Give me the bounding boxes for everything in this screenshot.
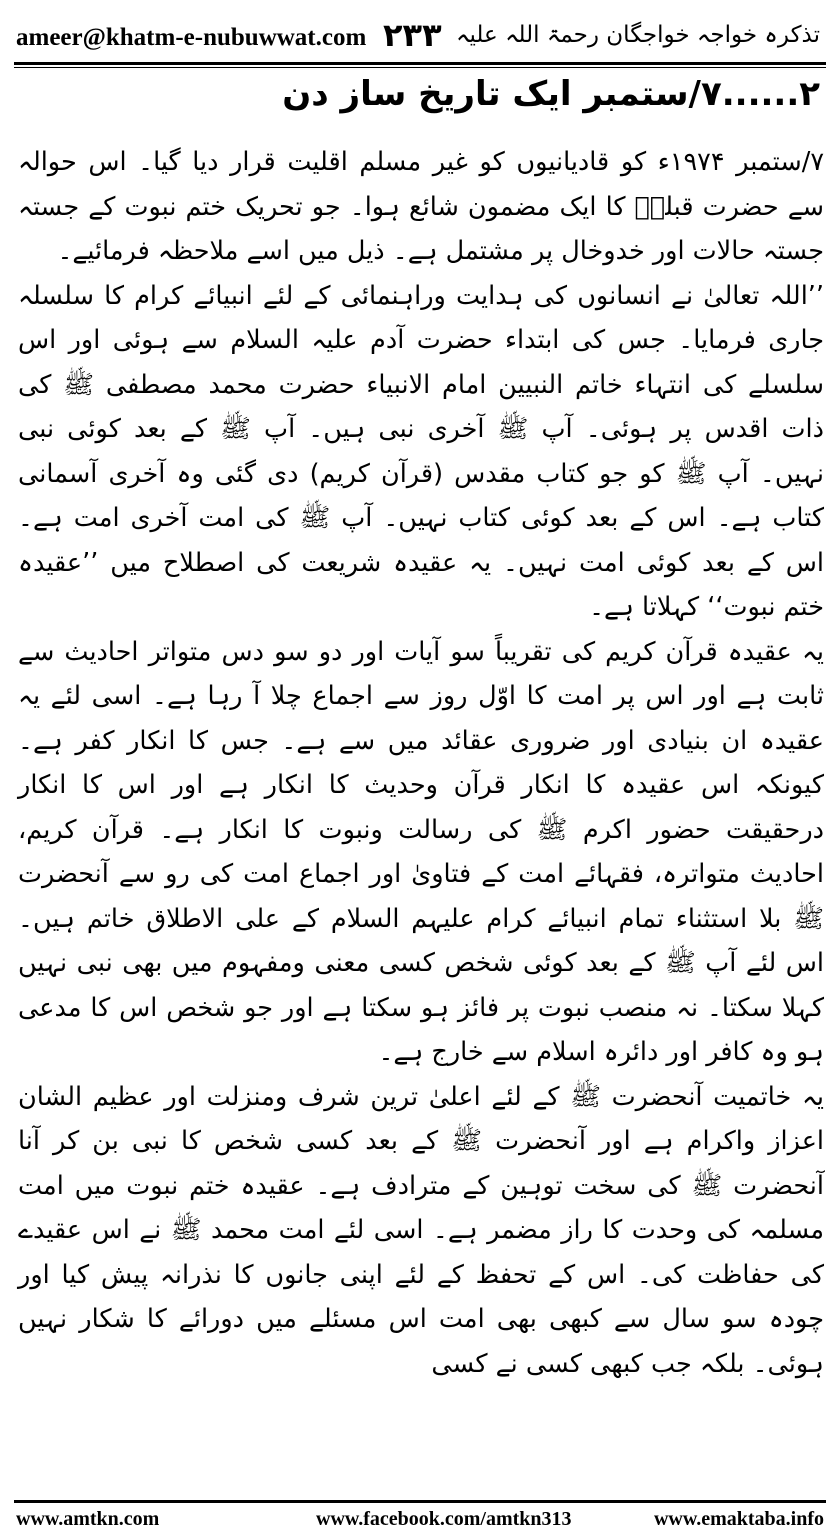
paragraph: ۷/ستمبر ۱۹۷۴ء کو قادیانیوں کو غیر مسلم اقلیت قرار دیا گیا۔ اس حوالہ سے حضرت قبلہؒ کا ایک مضمون شائع ہوا۔ جو تحریک ختم نبوت کے جستہ جستہ حالات اور خدوخال پر مشتمل ہے۔ ذیل میں اسے ملاحظہ فرمائیے۔ (18, 147, 825, 266)
footer-link-amtkn[interactable]: www.amtkn.com (16, 1508, 160, 1530)
paragraph: ’’اللہ تعالیٰ نے انسانوں کی ہدایت وراہنمائی کے لئے انبیائے کرام کا سلسلہ جاری فرمایا۔ جس کی ابتداء حضرت آدم علیہ السلام سے ہوئی اور اس سلسلے کی انتہاء خاتم النبیین امام الانبیاء حضرت محمد مصطفی ﷺ کی ذات اقدس پر ہوئی۔ آپ ﷺ آخری نبی ہیں۔ آپ ﷺ کے بعد کوئی نبی نہیں۔ آپ ﷺ کو جو کتاب مقدس (قرآن کریم) دی گئی وہ آخری آسمانی کتاب ہے۔ اس کے بعد کوئی کتاب نہیں۔ آپ ﷺ کی امت آخری امت ہے۔ اس کے بعد کوئی امت نہیں۔ یہ عقیدہ شریعت کی اصطلاح میں ’’عقیدہ ختم نبوت‘‘ کہلاتا ہے۔ (18, 280, 824, 622)
book-title: تذکرہ خواجہ خواجگان رحمۃ اللہ علیہ (456, 22, 820, 48)
page-number: ۲۳۳ (383, 16, 442, 54)
page-footer (0, 1494, 840, 1540)
header-rule-thin (14, 67, 826, 68)
footer-rule (14, 1500, 826, 1503)
body-text (18, 140, 824, 1386)
footer-link-emaktaba[interactable]: www.emaktaba.info (653, 1508, 824, 1530)
section-heading: ۲......۷/ستمبر ایک تاریخ ساز دن (282, 74, 820, 114)
header-email[interactable]: ameer@khatm-e-nubuwwat.com (16, 24, 367, 51)
paragraph: یہ عقیدہ قرآن کریم کی تقریباً سو آیات اور دو سو دس متواتر احادیث سے ثابت ہے اور اس پر امت کا اوّل روز سے اجماع چلا آ رہا ہے۔ اسی لئے یہ عقیدہ ان بنیادی اور ضروری عقائد میں سے ہے۔ جس کا انکار کفر ہے۔ کیونکہ اس عقیدہ کا انکار قرآن وحدیث کا انکار ہے اور اس کا انکار درحقیقت حضور اکرم ﷺ کی رسالت ونبوت کا انکار ہے۔ قرآن کریم، احادیث متواترہ، فقہائے امت کے فتاویٰ اور اجماع امت کی رو سے آنحضرت ﷺ بلا استثناء تمام انبیائے کرام علیہم السلام کے علی الاطلاق خاتم ہیں۔ اس لئے آپ ﷺ کے بعد کوئی شخص کسی معنی ومفہوم میں بھی نبی نہیں کہلا سکتا۔ نہ منصب نبوت پر فائز ہو سکتا ہے اور جو شخص اس کا مدعی ہو وہ کافر اور دائرہ اسلام سے خارج ہے۔ (18, 636, 824, 1067)
footer-link-facebook[interactable]: www.facebook.com/amtkn313 (316, 1508, 572, 1530)
header-rule (14, 62, 826, 65)
paragraph: یہ خاتمیت آنحضرت ﷺ کے لئے اعلیٰ ترین شرف ومنزلت اور عظیم الشان اعزاز واکرام ہے اور آنحضرت ﷺ کے بعد کسی شخص کا نبی بن کر آنا آنحضرت ﷺ کی سخت توہین کے مترادف ہے۔ عقیدہ ختم نبوت میں امت مسلمہ کی وحدت کا راز مضمر ہے۔ اسی لئے امت محمد ﷺ نے اس عقیدے کی حفاظت کی۔ اس کے تحفظ کے لئے اپنی جانوں کا نذرانہ پیش کیا اور چودہ سو سال سے کبھی بھی امت اس مسئلے میں دورائے کا شکار نہیں ہوئی۔ بلکہ جب کبھی کسی نے کسی (18, 1081, 824, 1379)
